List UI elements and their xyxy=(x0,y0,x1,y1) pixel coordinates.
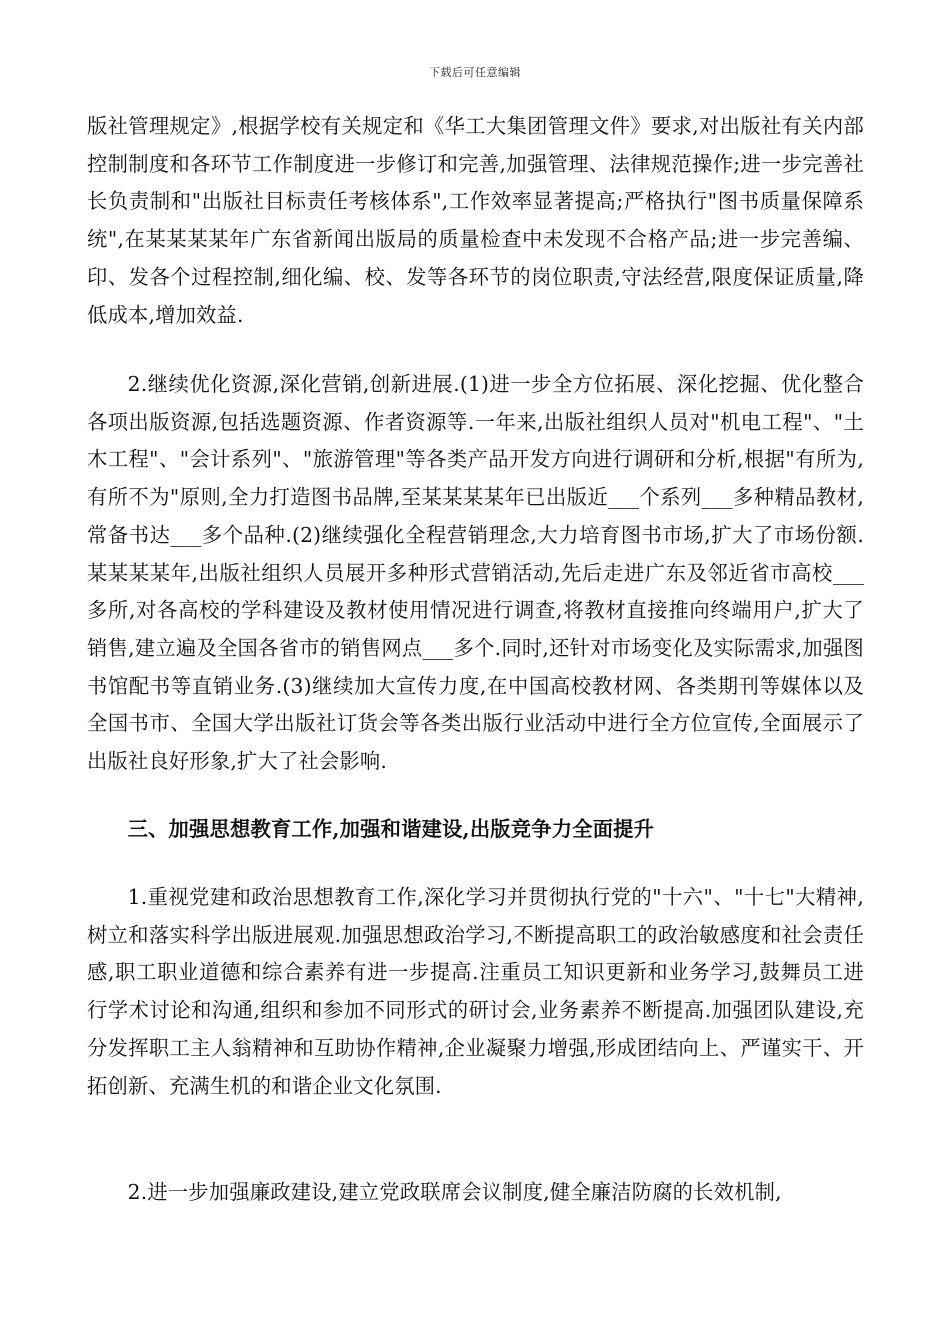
paragraph-resources-marketing: 2.继续优化资源,深化营销,创新进展.(1)进一步全方位拓展、深化挖掘、优化整合各项出版资源,包括选题资源、作者资源等.一年来,出版社组织人员对"机电工程"、"土木工程"、"会计系列"、"旅游管理"等各类产品开发方向进行调研和分析,根据"有所为,有所不为"原则,全力打造图书品牌,至某某某某年已出版近___个系列___多种精品教材,常备书达___多个品种.(2)继续强化全程营销理念,大力培育图书市场,扩大了市场份额.某某某某年,出版社组织人员展开多种形式营销活动,先后走进广东及邻近省市高校___多所,对各高校的学科建设及教材使用情况进行调查,将教材直接推向终端用户,扩大了销售,建立遍及全国各省市的销售网点___多个.同时,还针对市场变化及实际需求,加强图书馆配书等直销业务.(3)继续加大宣传力度,在中国高校教材网、各类期刊等媒体以及全国书市、全国大学出版社订货会等各类出版行业活动中进行全方位宣传,全面展示了出版社良好形象,扩大了社会影响. xyxy=(87,372,864,774)
paragraph-management-rules: 版社管理规定》,根据学校有关规定和《华工大集团管理文件》要求,对出版社有关内部控制制度和各环节工作制度进一步修订和完善,加强管理、法律规范操作;进一步完善社长负责制和"出版社目标责任考核体系",工作效率显著提高;严格执行"图书质量保障系统",在某某某某年广东省新闻出版局的质量检查中未发现不合格产品;进一步完善编、印、发各个过程控制,细化编、校、发等各环节的岗位职责,守法经营,限度保证质量,降低成本,增加效益. xyxy=(87,114,864,327)
section-heading-three: 三、加强思想教育工作,加强和谐建设,出版竞争力全面提升 xyxy=(127,817,655,841)
page-header-note: 下载后可任意编辑 xyxy=(429,66,521,79)
paragraph-integrity-building: 2.进一步加强廉政建设,建立党政联席会议制度,健全廉洁防腐的长效机制, xyxy=(127,1180,782,1204)
paragraph-party-building: 1.重视党建和政治思想教育工作,深化学习并贯彻执行党的"十六"、"十七"大精神,树立和落实科学出版进展观.加强思想政治学习,不断提高职工的政治敏感度和社会责任感,职工职业道德和综合素养有进一步提高.注重员工知识更新和业务学习,鼓舞员工进行学术讨论和沟通,组织和参加不同形式的研讨会,业务素养不断提高.加强团队建设,充分发挥职工主人翁精神和互助协作精神,企业凝聚力增强,形成团结向上、严谨实干、开拓创新、充满生机的和谐企业文化氛围. xyxy=(87,885,864,1098)
